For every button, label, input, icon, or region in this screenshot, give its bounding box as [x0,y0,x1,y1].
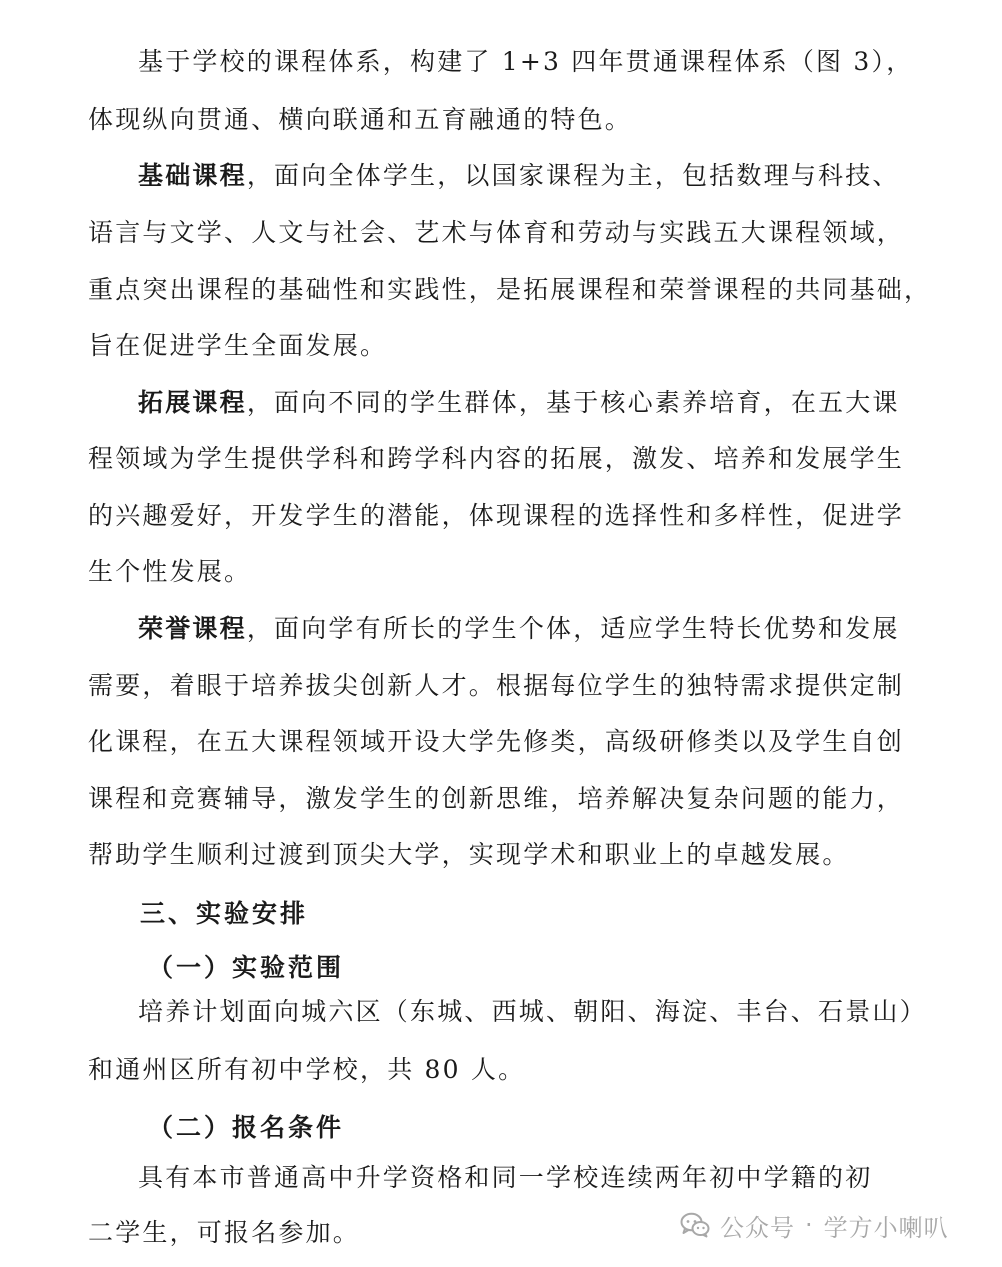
para-scope-line-2: 和通州区所有初中学校，共 80 人。 [88,1055,526,1084]
para-extended-line-1 [138,388,900,418]
para-extended-line-1-text: ，面向不同的学生群体，基于核心素养培育，在五大课 [246,388,900,417]
para-honor-line-5: 帮助学生顺利过渡到顶尖大学，实现学术和职业上的卓越发展。 [88,840,850,869]
para-honor-line-1 [138,614,900,644]
watermark-account: 学方小喇叭 [823,1213,949,1242]
para-honor-line-2: 需要，着眼于培养拔尖创新人才。根据每位学生的独特需求提供定制 [88,671,905,700]
para-eligibility-line-2: 二学生，可报名参加。 [88,1218,361,1247]
watermark-prefix: 公众号 [720,1213,795,1242]
para-extended-line-4: 生个性发展。 [88,557,252,586]
para-basic-line-2: 语言与文学、人文与社会、艺术与体育和劳动与实践五大课程领域， [88,218,905,247]
para-intro-line-1: 基于学校的课程体系，构建了 1+3 四年贯通课程体系（图 3）， [138,47,914,76]
para-extended-line-3: 的兴趣爱好，开发学生的潜能，体现课程的选择性和多样性，促进学 [88,501,905,530]
subsection-heading-scope: （一）实验范围 [148,953,345,982]
para-honor-line-4: 课程和竞赛辅导，激发学生的创新思维，培养解决复杂问题的能力， [88,784,905,813]
lead-basic-course: 基础课程 [138,161,247,190]
para-scope-line-1: 培养计划面向城六区（东城、西城、朝阳、海淀、丰台、石景山） [138,997,927,1026]
lead-honor-course: 荣誉课程 [138,614,247,643]
wechat-watermark [680,1208,949,1242]
para-basic-line-3: 重点突出课程的基础性和实践性，是拓展课程和荣誉课程的共同基础， [88,275,932,304]
wechat-icon [680,1212,710,1238]
para-basic-line-1 [138,161,900,191]
para-basic-line-4: 旨在促进学生全面发展。 [88,331,388,360]
lead-extended-course: 拓展课程 [138,388,247,417]
para-honor-line-3: 化课程，在五大课程领域开设大学先修类，高级研修类以及学生自创 [88,727,905,756]
para-intro-line-2: 体现纵向贯通、横向联通和五育融通的特色。 [88,105,633,134]
para-extended-line-2: 程领域为学生提供学科和跨学科内容的拓展，激发、培养和发展学生 [88,444,905,473]
section-heading-experiment: 三、实验安排 [140,899,309,928]
para-basic-line-1-text: ，面向全体学生，以国家课程为主，包括数理与科技、 [246,161,900,190]
para-honor-line-1-text: ，面向学有所长的学生个体，适应学生特长优势和发展 [246,614,900,643]
para-eligibility-line-1: 具有本市普通高中升学资格和同一学校连续两年初中学籍的初 [138,1163,873,1192]
watermark-separator: · [805,1211,814,1239]
subsection-heading-eligibility: （二）报名条件 [148,1113,345,1142]
